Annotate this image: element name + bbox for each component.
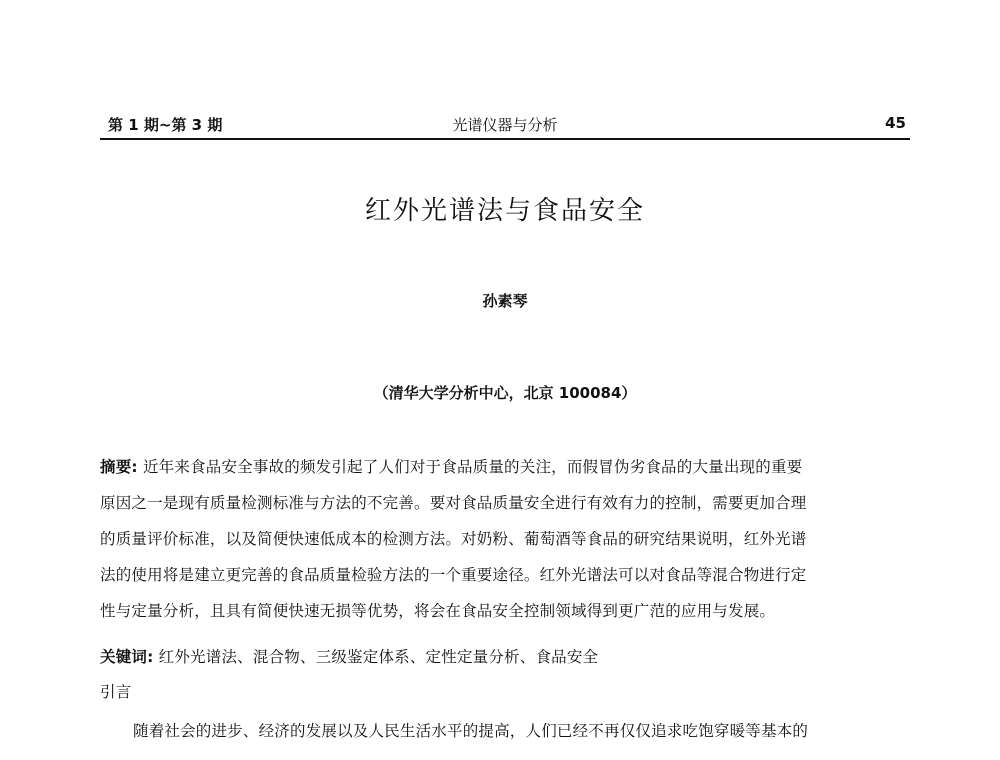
section-heading: 引言 [100,683,132,701]
keywords-line [100,645,598,667]
running-header [100,112,910,140]
abstract-line: 原因之一是现有质量检测标准与方法的不完善。要对食品质量安全进行有效有力的控制，需要更加合理 [100,494,807,512]
page-number: 45 [885,114,906,132]
abstract-line [100,455,802,477]
abstract-text: 近年来食品安全事故的频发引起了人们对于食品质量的关注，而假冒伪劣食品的大量出现的重要 [142,458,803,476]
article-title: 红外光谱法与食品安全 [364,196,645,226]
abstract-line: 性与定量分析，且具有简便快速无损等优势，将会在食品安全控制领域得到更广范的应用与发展。 [100,602,776,620]
abstract-label: 摘要: [100,458,138,476]
author-name: 孙素琴 [482,292,528,310]
issue-range: 第 1 期~第 3 期 [108,116,223,134]
journal-name: 光谱仪器与分析 [452,116,558,134]
body-paragraph-line: 随着社会的进步、经济的发展以及人民生活水平的提高，人们已经不再仅仅追求吃饱穿暖等基本的 [133,722,809,740]
affiliation: （清华大学分析中心，北京 100084） [373,384,637,402]
keywords-text: 红外光谱法、混合物、三级鉴定体系、定性定量分析、食品安全 [158,648,599,666]
abstract-line: 法的使用将是建立更完善的食品质量检验方法的一个重要途径。红外光谱法可以对食品等混合物进行定 [100,566,807,584]
keywords-label: 关键词: [100,648,154,666]
abstract-line: 的质量评价标准，以及简便快速低成本的检测方法。对奶粉、葡萄酒等食品的研究结果说明，红外光谱 [100,530,807,548]
